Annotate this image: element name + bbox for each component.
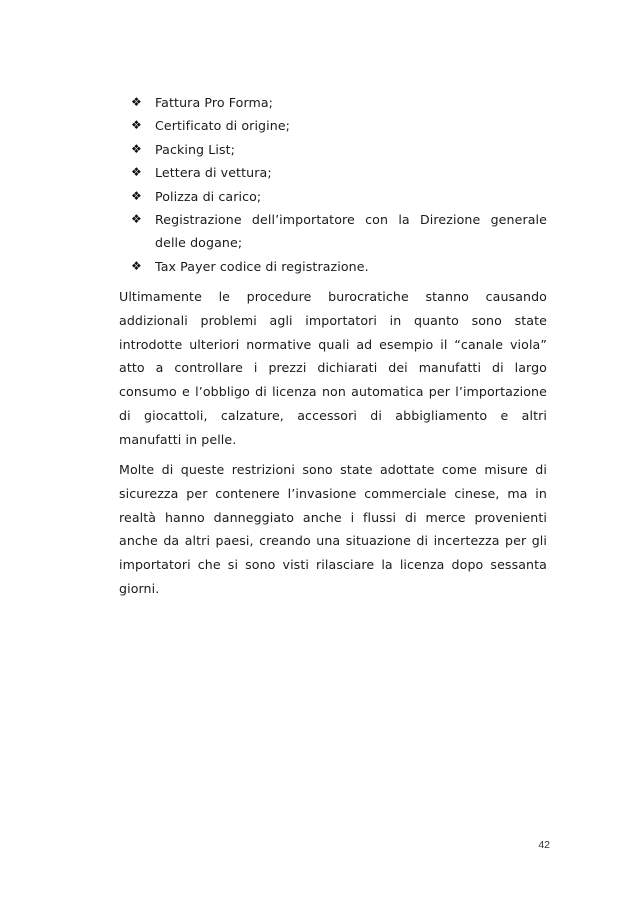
list-item bbox=[131, 91, 547, 114]
list-item bbox=[131, 185, 547, 208]
diamond-bullet-icon: ❖ bbox=[131, 95, 142, 109]
list-item bbox=[131, 161, 547, 184]
diamond-bullet-icon: ❖ bbox=[131, 165, 142, 180]
list-item-text: Certificato di origine; bbox=[155, 118, 291, 134]
list-item bbox=[131, 114, 547, 137]
diamond-bullet-icon: ❖ bbox=[131, 118, 142, 133]
list-item-text: Polizza di carico; bbox=[155, 188, 262, 204]
body-paragraph: Molte di queste restrizioni sono state adottate come misure di sicurezza per contenere l’invasione commerciale cinese, ma in realtà hanno danneggiato anche i flussi di merce provenienti anche da altri paesi, creando una situazione di incertezza per gli importatori che si sono visti rilasciare la licenza dopo sessanta giorni. bbox=[119, 462, 547, 596]
list-item bbox=[131, 138, 547, 161]
requirements-list bbox=[131, 91, 547, 278]
diamond-bullet-icon: ❖ bbox=[131, 212, 142, 227]
body-paragraph: Ultimamente le procedure burocratiche stanno causando addizionali problemi agli importatori in quanto sono state introdotte ulteriori normative quali ad esempio il “canale viola” atto a controllare i prezzi dichiarati dei manufatti di largo consumo e l’obbligo di licenza non automatica per l’importazione di giocattoli, calzature, accessori di abbigliamento e altri manufatti in pelle. bbox=[119, 289, 547, 447]
list-item-text: Packing List; bbox=[155, 141, 235, 157]
diamond-bullet-icon: ❖ bbox=[131, 258, 142, 273]
list-item bbox=[131, 208, 547, 255]
diamond-bullet-icon: ❖ bbox=[131, 188, 142, 203]
list-item-text: Lettera di vettura; bbox=[155, 165, 272, 181]
list-item-text: Tax Payer codice di registrazione. bbox=[155, 258, 369, 274]
list-item-text: Fattura Pro Forma; bbox=[155, 95, 274, 110]
diamond-bullet-icon: ❖ bbox=[131, 141, 142, 156]
page-number: 42 bbox=[538, 839, 550, 851]
list-item bbox=[131, 255, 547, 278]
list-item-text: Registrazione dell’importatore con la Direzione generale delle dogane; bbox=[155, 212, 547, 251]
